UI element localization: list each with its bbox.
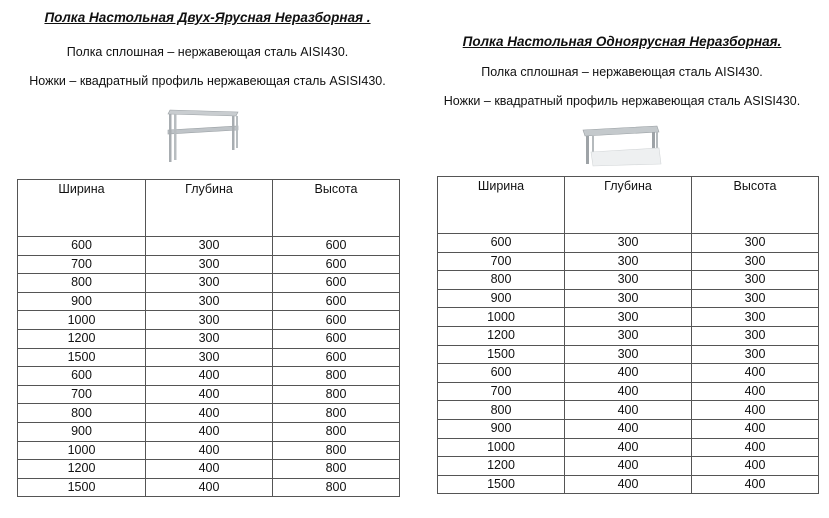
cell-height: 300 — [692, 252, 819, 271]
single-tier-shelf-image — [575, 122, 665, 168]
cell-depth: 400 — [146, 422, 273, 441]
cell-height: 600 — [273, 255, 400, 274]
cell-depth: 300 — [146, 237, 273, 256]
cell-height: 800 — [273, 367, 400, 386]
table-row — [438, 345, 819, 364]
cell-height: 600 — [273, 274, 400, 293]
cell-width: 800 — [438, 401, 565, 420]
table-row — [438, 401, 819, 420]
cell-width: 1200 — [18, 460, 146, 479]
cell-depth: 400 — [565, 475, 692, 494]
cell-height: 300 — [692, 308, 819, 327]
cell-depth: 400 — [146, 367, 273, 386]
two-tier-shelf-image — [160, 100, 242, 166]
table-row — [18, 274, 400, 293]
table-header-row — [18, 180, 400, 237]
cell-width: 600 — [438, 234, 565, 253]
cell-depth: 300 — [146, 329, 273, 348]
cell-width: 900 — [438, 419, 565, 438]
cell-depth: 400 — [565, 382, 692, 401]
table-row — [438, 271, 819, 290]
cell-width: 1500 — [438, 475, 565, 494]
left-title: Полка Настольная Двух-Ярусная Неразборная . — [44, 10, 371, 25]
cell-width: 1000 — [18, 441, 146, 460]
cell-width: 800 — [18, 274, 146, 293]
cell-width: 600 — [438, 364, 565, 383]
table-row — [18, 329, 400, 348]
cell-height: 300 — [692, 345, 819, 364]
cell-width: 800 — [18, 404, 146, 423]
header-depth: Глубина — [565, 177, 692, 234]
right-legs-material: Ножки – квадратный профиль нержавеющая сталь ASISI430. — [443, 94, 801, 108]
cell-height: 800 — [273, 404, 400, 423]
table-row — [18, 478, 400, 497]
header-height: Высота — [692, 177, 819, 234]
cell-height: 400 — [692, 401, 819, 420]
cell-height: 800 — [273, 478, 400, 497]
table-row — [438, 475, 819, 494]
cell-depth: 400 — [565, 457, 692, 476]
table-row — [18, 441, 400, 460]
cell-depth: 300 — [146, 348, 273, 367]
cell-depth: 300 — [565, 326, 692, 345]
left-legs-material: Ножки – квадратный профиль нержавеющая сталь ASISI430. — [29, 74, 386, 88]
left-shelf-material: Полка сплошная – нержавеющая сталь AISI430. — [66, 45, 349, 59]
cell-width: 700 — [18, 385, 146, 404]
cell-height: 400 — [692, 364, 819, 383]
cell-depth: 300 — [146, 292, 273, 311]
table-row — [438, 326, 819, 345]
table-row — [18, 404, 400, 423]
cell-width: 800 — [438, 271, 565, 290]
table-row — [18, 460, 400, 479]
cell-height: 300 — [692, 271, 819, 290]
cell-width: 1500 — [438, 345, 565, 364]
cell-width: 900 — [18, 422, 146, 441]
table-row — [438, 252, 819, 271]
table-row — [438, 419, 819, 438]
cell-depth: 300 — [565, 289, 692, 308]
table-row — [18, 237, 400, 256]
table-row — [18, 422, 400, 441]
cell-height: 400 — [692, 475, 819, 494]
cell-height: 400 — [692, 419, 819, 438]
cell-height: 600 — [273, 329, 400, 348]
cell-height: 800 — [273, 460, 400, 479]
cell-depth: 400 — [146, 478, 273, 497]
cell-depth: 400 — [565, 438, 692, 457]
cell-depth: 300 — [146, 311, 273, 330]
table-row — [438, 438, 819, 457]
cell-depth: 400 — [565, 364, 692, 383]
cell-width: 1000 — [438, 438, 565, 457]
cell-height: 400 — [692, 438, 819, 457]
cell-height: 600 — [273, 237, 400, 256]
table-row — [438, 234, 819, 253]
cell-height: 600 — [273, 292, 400, 311]
header-height: Высота — [273, 180, 400, 237]
cell-width: 700 — [18, 255, 146, 274]
cell-width: 1200 — [438, 457, 565, 476]
table-row — [18, 255, 400, 274]
right-title: Полка Настольная Одноярусная Неразборная. — [462, 34, 782, 49]
cell-height: 400 — [692, 382, 819, 401]
cell-depth: 400 — [146, 460, 273, 479]
table-row — [18, 292, 400, 311]
cell-height: 800 — [273, 422, 400, 441]
cell-width: 1500 — [18, 348, 146, 367]
cell-height: 800 — [273, 441, 400, 460]
right-shelf-material: Полка сплошная – нержавеющая сталь AISI430. — [481, 65, 763, 79]
cell-depth: 400 — [565, 401, 692, 420]
cell-width: 600 — [18, 367, 146, 386]
cell-depth: 300 — [565, 345, 692, 364]
cell-width: 900 — [18, 292, 146, 311]
cell-depth: 300 — [565, 271, 692, 290]
cell-width: 1200 — [18, 329, 146, 348]
cell-height: 600 — [273, 311, 400, 330]
cell-width: 1000 — [438, 308, 565, 327]
table-row — [438, 308, 819, 327]
cell-height: 300 — [692, 326, 819, 345]
table-row — [18, 367, 400, 386]
cell-width: 900 — [438, 289, 565, 308]
cell-height: 300 — [692, 289, 819, 308]
cell-depth: 400 — [146, 385, 273, 404]
left-dimensions-table — [17, 179, 400, 497]
cell-width: 700 — [438, 252, 565, 271]
cell-depth: 400 — [146, 404, 273, 423]
header-width: Ширина — [438, 177, 565, 234]
table-row — [18, 348, 400, 367]
table-header-row — [438, 177, 819, 234]
cell-height: 300 — [692, 234, 819, 253]
cell-height: 400 — [692, 457, 819, 476]
cell-width: 1200 — [438, 326, 565, 345]
cell-depth: 300 — [565, 308, 692, 327]
header-width: Ширина — [18, 180, 146, 237]
header-depth: Глубина — [146, 180, 273, 237]
cell-depth: 400 — [146, 441, 273, 460]
cell-height: 800 — [273, 385, 400, 404]
cell-width: 1000 — [18, 311, 146, 330]
table-row — [438, 364, 819, 383]
cell-height: 600 — [273, 348, 400, 367]
cell-width: 700 — [438, 382, 565, 401]
table-row — [18, 385, 400, 404]
cell-depth: 300 — [565, 252, 692, 271]
table-row — [18, 311, 400, 330]
cell-depth: 400 — [565, 419, 692, 438]
cell-depth: 300 — [565, 234, 692, 253]
cell-depth: 300 — [146, 255, 273, 274]
table-row — [438, 289, 819, 308]
table-row — [438, 457, 819, 476]
cell-width: 1500 — [18, 478, 146, 497]
right-dimensions-table — [437, 176, 819, 494]
cell-depth: 300 — [146, 274, 273, 293]
cell-width: 600 — [18, 237, 146, 256]
table-row — [438, 382, 819, 401]
